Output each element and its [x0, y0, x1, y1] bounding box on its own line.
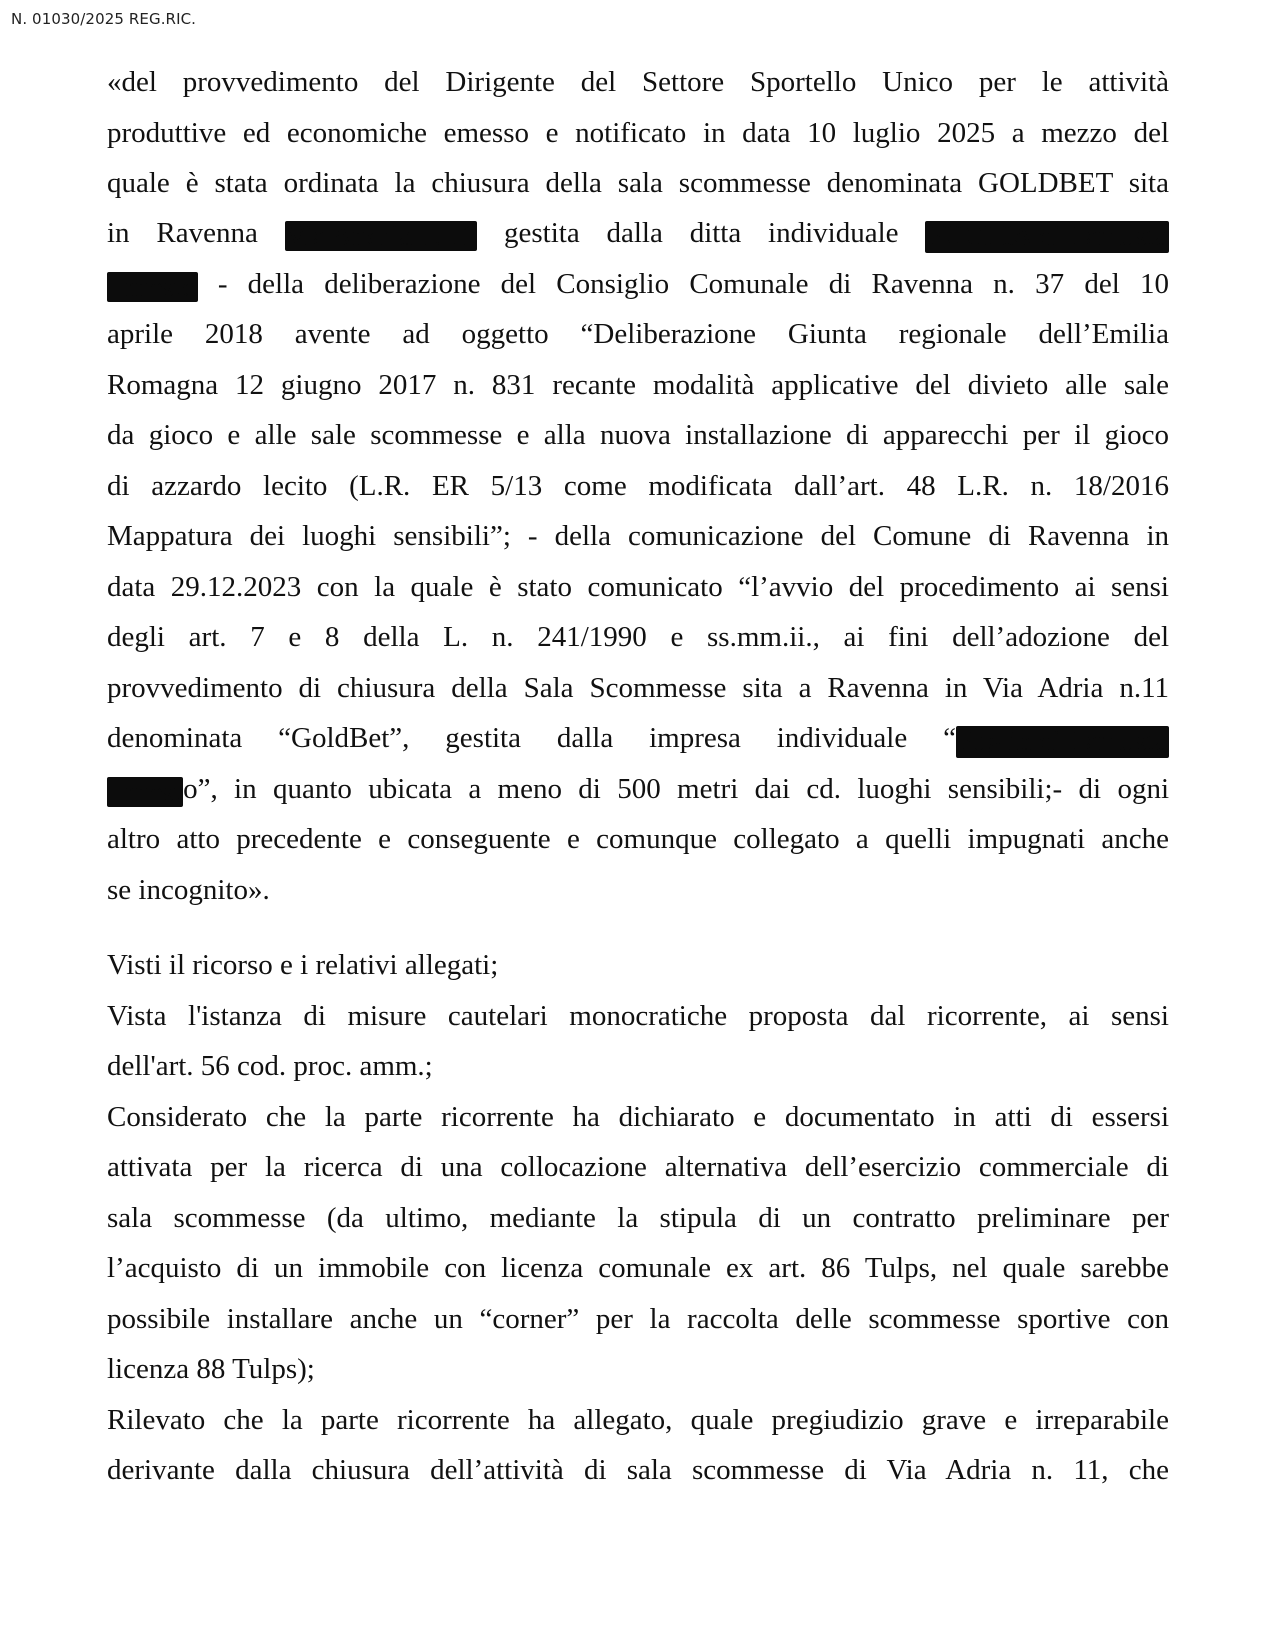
text-line: Vista l'istanza di misure cautelari monocratiche proposta dal ricorrente, ai sensi [107, 1000, 1169, 1032]
redaction-block: Ernesto [108, 271, 197, 303]
text-line: l’acquisto di un immobile con licenza comunale ex art. 86 Tulps, nel quale sarebbe [107, 1252, 1169, 1284]
text-line: quale è stata ordinata la chiusura della sala scommesse denominata GOLDBET sita [107, 167, 1169, 199]
redaction-block: Puglia di Lamusta [956, 725, 1168, 757]
text-line: altro atto precedente e conseguente e comunque collegato a quelli impugnati anche [107, 823, 1169, 855]
redaction-block: Via Andria n. 11 [285, 220, 477, 252]
text-line: possibile installare anche un “corner” per la raccolta delle scommesse sportive con [107, 1303, 1169, 1335]
text-line: licenza 88 Tulps); [107, 1353, 315, 1385]
text-line [107, 207, 1169, 260]
case-number-header: N. 01030/2025 REG.RIC. [11, 10, 197, 28]
text-line: Romagna 12 giugno 2017 n. 831 recante modalità applicative del divieto alle sale [107, 369, 1169, 401]
text-fragment: denominata “GoldBet”, gestita dalla impresa individuale “ [107, 722, 956, 754]
text-fragment: o”, in quanto ubicata a meno di 500 metri dai cd. luoghi sensibili;- di ogni [183, 773, 1169, 805]
text-line: produttive ed economiche emesso e notificato in data 10 luglio 2025 a mezzo del [107, 117, 1169, 149]
text-fragment: in Ravenna [107, 217, 258, 249]
text-fragment: gestita dalla ditta individuale [503, 217, 899, 249]
text-line [107, 712, 1169, 765]
text-line: da gioco e alle sale scommesse e alla nuova installazione di apparecchi per il gioco [107, 419, 1169, 451]
text-line: sala scommesse (da ultimo, mediante la stipula di un contratto preliminare per [107, 1202, 1169, 1234]
text-line: dell'art. 56 cod. proc. amm.; [107, 1050, 433, 1082]
text-line: degli art. 7 e 8 della L. n. 241/1990 e ss.mm.ii., ai fini dell’adozione del [107, 621, 1169, 653]
text-line: derivante dalla chiusura dell’attività di sala scommesse di Via Adria n. 11, che [107, 1454, 1169, 1486]
text-line: «del provvedimento del Dirigente del Settore Sportello Unico per le attività [107, 66, 1169, 98]
redaction-block: Ernest [108, 776, 183, 808]
text-line: Visti il ricorso e i relativi allegati; [107, 949, 499, 981]
text-line: se incognito». [107, 874, 270, 906]
text-line [107, 763, 1169, 816]
text-fragment: - della deliberazione del Consiglio Comunale di Ravenna n. 37 del 10 [217, 268, 1169, 300]
text-line: Rilevato che la parte ricorrente ha allegato, quale pregiudizio grave e irreparabile [107, 1404, 1169, 1436]
redaction-block: PUGLIA di Lamusta [926, 220, 1169, 252]
text-line: attivata per la ricerca di una collocazione alternativa dell’esercizio commerciale di [107, 1151, 1169, 1183]
text-line [107, 258, 1169, 311]
text-line: di azzardo lecito (L.R. ER 5/13 come modificata dall’art. 48 L.R. n. 18/2016 [107, 470, 1169, 502]
text-line: Mappatura dei luoghi sensibili”; - della comunicazione del Comune di Ravenna in [107, 520, 1169, 552]
text-line: provvedimento di chiusura della Sala Scommesse sita a Ravenna in Via Adria n.11 [107, 672, 1169, 704]
text-line: Considerato che la parte ricorrente ha dichiarato e documentato in atti di essersi [107, 1101, 1169, 1133]
text-line: aprile 2018 avente ad oggetto “Deliberazione Giunta regionale dell’Emilia [107, 318, 1169, 350]
text-line: data 29.12.2023 con la quale è stato comunicato “l’avvio del procedimento ai sensi [107, 571, 1169, 603]
